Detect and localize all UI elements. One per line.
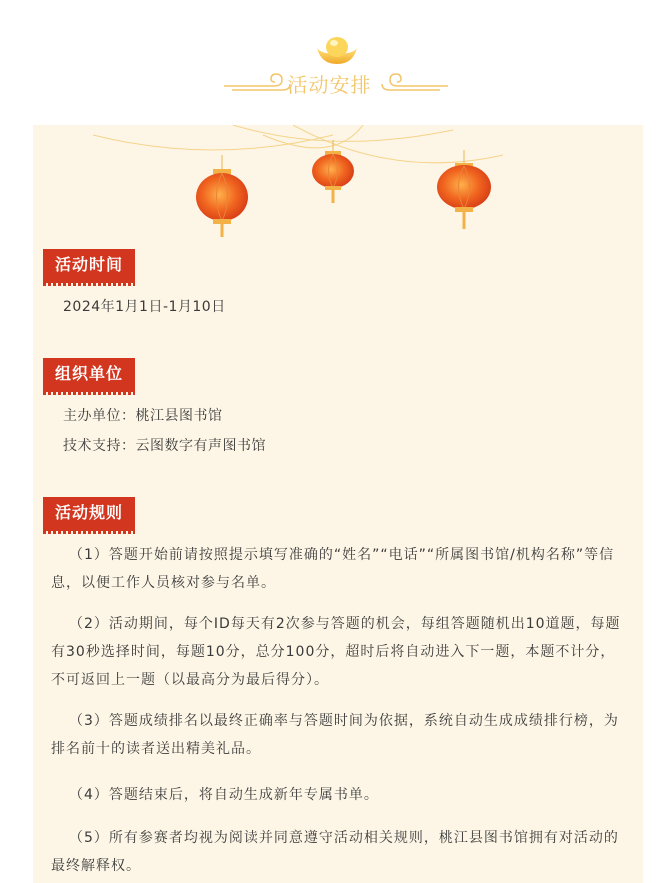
rule-item: （1）答题开始前请按照提示填写准确的“姓名”“电话”“所属图书馆/机构名称”等信息，以便工作人员核对参与名单。 — [51, 547, 615, 591]
section-title: 活动安排 — [287, 73, 372, 97]
cloud-ornament-right-icon — [380, 70, 450, 92]
host-organization: 主办单位：桃江县图书馆 — [63, 408, 223, 424]
rule-item: （4）答题结束后，将自动生成新年专属书单。 — [69, 787, 379, 803]
header — [0, 0, 659, 120]
gold-ingot-icon — [313, 30, 361, 70]
lanterns-decoration-icon — [33, 125, 643, 245]
rule-item: （2）活动期间，每个ID每天有2次参与答题的机会，每组答题随机出10道题，每题有30秒选择时间，每题10分，总分100分，超时后将自动进入下一题，本题不计分，不可返回上一题（以最高分为最后得分）。 — [51, 616, 621, 688]
section-label-time: 活动时间 — [43, 249, 135, 283]
section-label-organizer: 组织单位 — [43, 358, 135, 392]
title-row — [0, 66, 659, 96]
rule-item: （3）答题成绩排名以最终正确率与答题时间为依据，系统自动生成成绩排行榜，为排名前十的读者送出精美礼品。 — [51, 713, 619, 757]
content-panel — [33, 125, 643, 883]
tech-support: 技术支持：云图数字有声图书馆 — [63, 438, 266, 454]
section-label-rules: 活动规则 — [43, 497, 135, 531]
rule-item: （5）所有参赛者均视为阅读并同意遵守活动相关规则，桃江县图书馆拥有对活动的最终解释权。 — [51, 830, 619, 874]
activity-time-value: 2024年1月1日-1月10日 — [63, 299, 226, 315]
